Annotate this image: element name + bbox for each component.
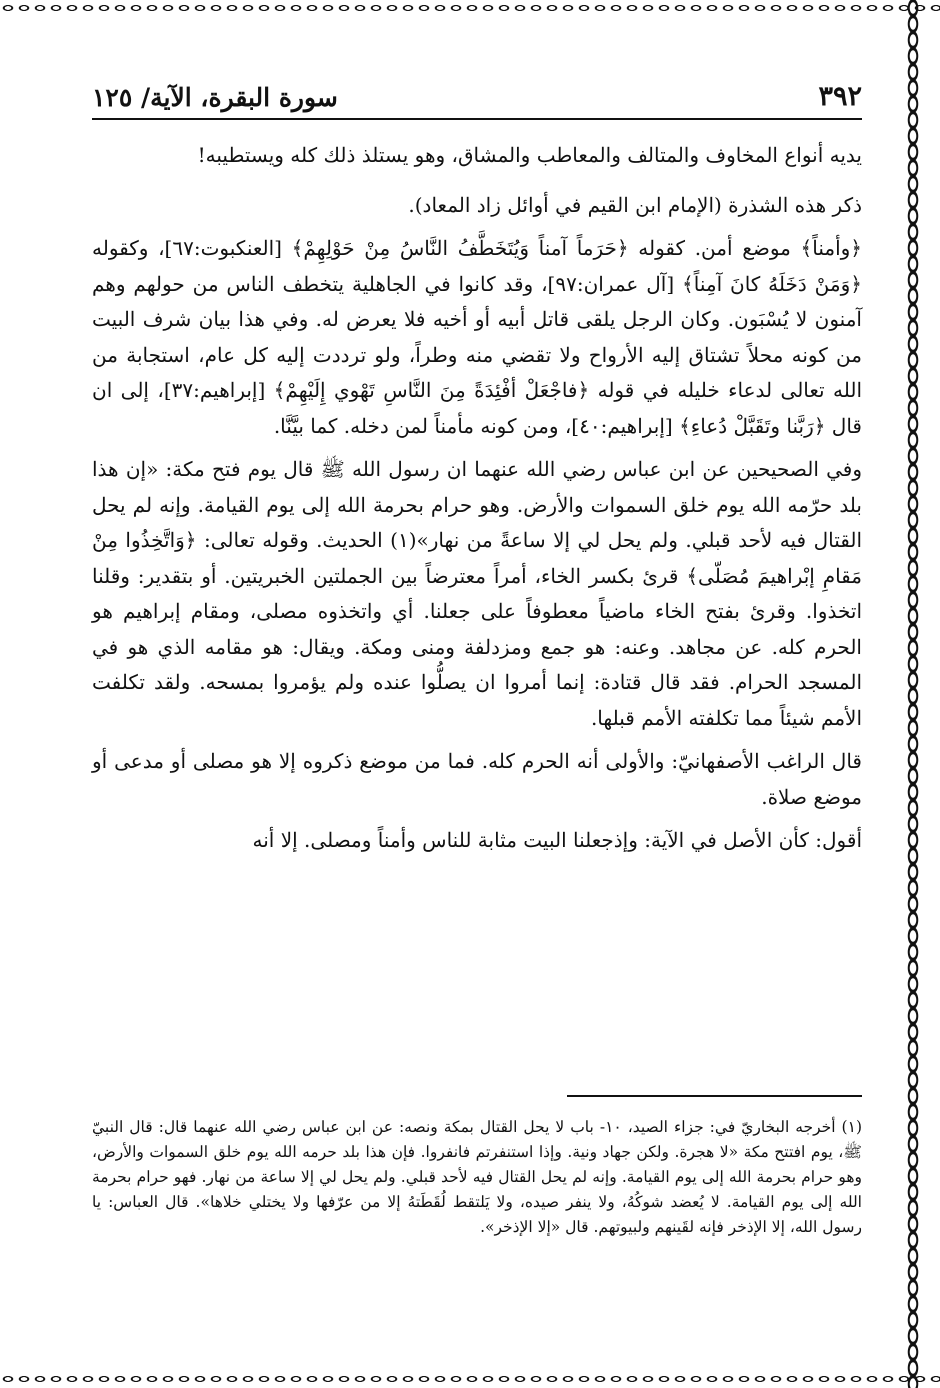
paragraph: ذكر هذه الشذرة (الإمام ابن القيم في أوائل زاد المعاد). bbox=[408, 192, 862, 217]
decorative-border-top bbox=[0, 0, 940, 16]
paragraph: ﴿وأمناً﴾ موضع أمن. كقوله ﴿حَرَماً آمناً وَيُتَخَطَّفُ النَّاسُ مِنْ حَوْلِهِمْ﴾ [العنكبوت:٦٧]، وكقوله ﴿وَمَنْ دَخَلَهُ كانَ آمِناً﴾ [آل عمران:٩٧]، وقد كانوا في الجاهلية يتخطف الناس من حولهم وهم آمنون لا يُسْبَون. وكان الرجل يلقى قاتل أبيه أو أخيه فلا يعرض له. وفي هذا بيان شرف البيت من كونه محلاً تشتاق إليه الأرواح ولا تقضي منه وطراً، ولو ترددت إليه كل عام، استجابة من الله تعالى لدعاء خليله في قوله ﴿فاجْعَلْ أفْئِدَةً مِنَ النَّاسِ تَهْوي إِلَيْهِمْ﴾ [إبراهيم:٣٧]، إلى ان قال ﴿رَبَّنا وتَقَبَّلْ دُعاءِ﴾ [إبراهيم:٤٠]، ومن كونه مأمناً لمن دخله. كما بيَّنَّا. bbox=[92, 236, 863, 438]
page-number: ٣٩٢ bbox=[818, 81, 862, 112]
book-page bbox=[92, 20, 862, 1365]
decorative-border-right bbox=[905, 0, 921, 1388]
decorative-border-bottom bbox=[0, 1371, 940, 1387]
paragraph: يديه أنواع المخاوف والمتالف والمعاطب والمشاق، وهو يستلذ ذلك كله ويستطيبه! bbox=[197, 143, 862, 167]
paragraph: أقول: كأن الأصل في الآية: وإذجعلنا البيت مثابة للناس وأمناً ومصلى. إلا أنه bbox=[252, 828, 862, 852]
page-header bbox=[92, 68, 862, 120]
footnote-1: (١) أخرجه البخاريّ في: جزاء الصيد، ١٠- باب لا يحل القتال بمكة ونصه: عن ابن عباس رضي الله عنهما قال: قال النبيّ ﷺ، يوم افتتح مكة «لا هجرة. ولكن جهاد ونية. وإذا استنفرتم فانفروا. فإن هذا بلد حرمه الله يوم خلق السموات والأرض، وهو حرام بحرمة الله إلى يوم القيامة. وإنه لم يحل القتال فيه لأحد قبلي. ولم يحل لي إلا ساعة من نهار. فهو حرام بحرمة الله إلى يوم القيامة. لا يُعضد شوكُهُ، ولا ينفر صيده، ولا يَلتقط لُقَطَتهُ إلا من عرّفها ولا يختلي خلاها». قال العباس: يا رسول الله، إلا الإذخر فإنه لقَينهم ولبيوتهم. قال «إلا الإذخر». bbox=[92, 1118, 862, 1236]
paragraph: وفي الصحيحين عن ابن عباس رضي الله عنهما ان رسول الله ﷺ قال يوم فتح مكة: «إن هذا بلد حرّمه الله يوم خلق السموات والأرض. وهو حرام بحرمة الله إلى يوم القيامة. وإنه لم يحل القتال فيه لأحد قبلي. ولم يحل لي إلا ساعةً من نهار»(١) الحديث. وقوله تعالى: ﴿وَاتَّخِذُوا مِنْ مَقامِ إبْراهيمَ مُصَلّى﴾ قرئ بكسر الخاء، أمراً معترضاً بين الجملتين الخبريتين. أو بتقدير: وقلنا اتخذوا. وقرئ بفتح الخاء ماضياً معطوفاً على جعلنا. أي واتخذوه مصلى، ومقام إبراهيم هو الحرم كله. عن مجاهد. وعنه: هو جمع ومزدلفة ومنى ومكة. ويقال: هو مقامه الذي هو في المسجد الحرام. فقد قال قتادة: إنما أمروا ان يصلُّوا عنده ولم يؤمروا بمسحه. ولقد تكلفت الأمم شيئاً مما تكلفته الأمم قبلها. bbox=[92, 457, 863, 730]
surah-title: سورة البقرة، الآية/ ١٢٥ bbox=[92, 83, 338, 112]
main-text bbox=[92, 138, 862, 867]
footnote-divider bbox=[567, 1095, 862, 1097]
paragraph: قال الراغب الأصفهانيّ: والأولى أنه الحرم كله. فما من موضع ذكروه إلا هو مصلى أو مدعى أو موضع صلاة. bbox=[92, 749, 862, 809]
footnotes bbox=[92, 1115, 862, 1240]
